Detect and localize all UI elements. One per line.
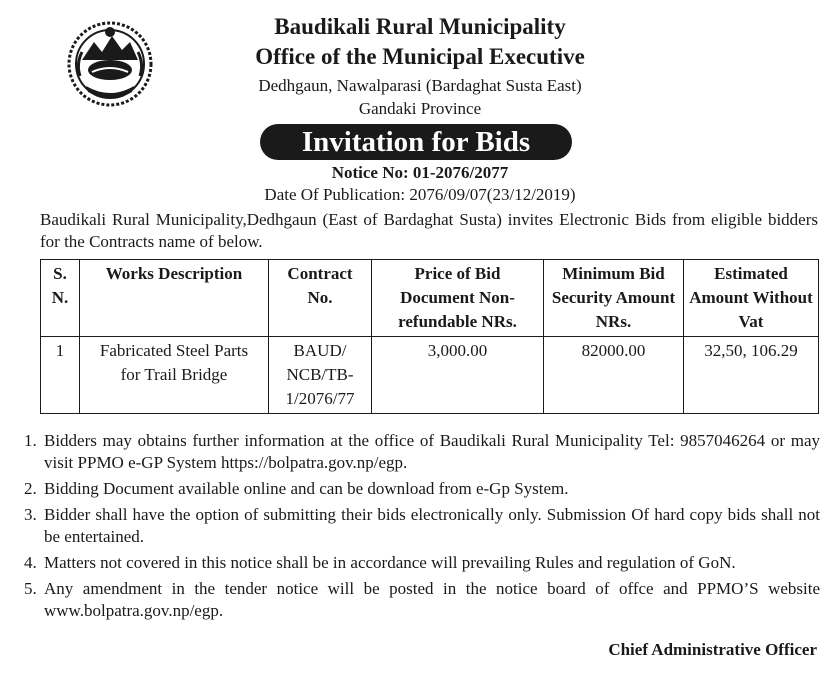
bids-table	[40, 259, 819, 414]
note-number: 5.	[24, 579, 37, 598]
note-text: Bidding Document available online and can be download from e-Gp System.	[44, 479, 569, 498]
cell-bid-document-price: 3,000.00	[372, 337, 544, 414]
address: Dedhgaun, Nawalparasi (Bardaghat Susta East)	[258, 76, 582, 95]
list-item	[24, 430, 820, 474]
header-estimated-amount: Estimated Amount Without Vat	[684, 260, 819, 337]
header-bid-document-price: Price of Bid Document Non-refundable NRs.	[372, 260, 544, 337]
note-text: Any amendment in the tender notice will be posted in the notice board of offce and PPMO’S website www.bolpatra.gov.np/egp.	[44, 579, 820, 620]
note-number: 3.	[24, 505, 37, 524]
signoff-title: Chief Administrative Officer	[608, 640, 817, 659]
note-number: 4.	[24, 553, 37, 572]
list-item	[24, 578, 820, 622]
table-header-row	[41, 260, 819, 337]
note-number: 1.	[24, 431, 37, 450]
header-works-description: Works Description	[80, 260, 269, 337]
cell-contract-no: BAUD/ NCB/TB-1/2076/77	[269, 337, 372, 414]
cell-sn: 1	[41, 337, 80, 414]
table-row	[41, 337, 819, 414]
note-number: 2.	[24, 479, 37, 498]
notice-title-banner: Invitation for Bids	[260, 124, 572, 160]
notice-number: Notice No: 01-2076/2077	[331, 163, 509, 182]
header-bid-security: Minimum Bid Security Amount NRs.	[544, 260, 684, 337]
list-item	[24, 478, 820, 500]
note-text: Bidders may obtains further information at the office of Baudikali Rural Municipality Tel: 9857046264 or may visit PPMO e-GP System https://bolpatra.gov.np/egp.	[44, 431, 820, 472]
cell-estimated-amount: 32,50, 106.29	[684, 337, 819, 414]
intro-paragraph: Baudikali Rural Municipality,Dedhgaun (East of Bardaghat Susta) invites Electronic Bids from eligible bidders for the Contracts name of below.	[40, 210, 818, 251]
nepal-emblem-icon	[66, 20, 154, 108]
office-name: Office of the Municipal Executive	[255, 44, 585, 69]
organization-name: Baudikali Rural Municipality	[274, 14, 566, 39]
cell-works-description: Fabricated Steel Parts for Trail Bridge	[80, 337, 269, 414]
note-text: Matters not covered in this notice shall be in accordance will prevailing Rules and regulation of GoN.	[44, 553, 736, 572]
list-item	[24, 552, 820, 574]
header-contract-no: Contract No.	[269, 260, 372, 337]
list-item	[24, 504, 820, 548]
notes-list	[24, 430, 820, 626]
note-text: Bidder shall have the option of submitting their bids electronically only. Submission Of hard copy bids shall not be entertained.	[44, 505, 820, 546]
header-sn: S. N.	[41, 260, 80, 337]
province: Gandaki Province	[358, 99, 482, 118]
publication-date: Date Of Publication: 2076/09/07(23/12/2019)	[264, 185, 576, 204]
cell-bid-security: 82000.00	[544, 337, 684, 414]
